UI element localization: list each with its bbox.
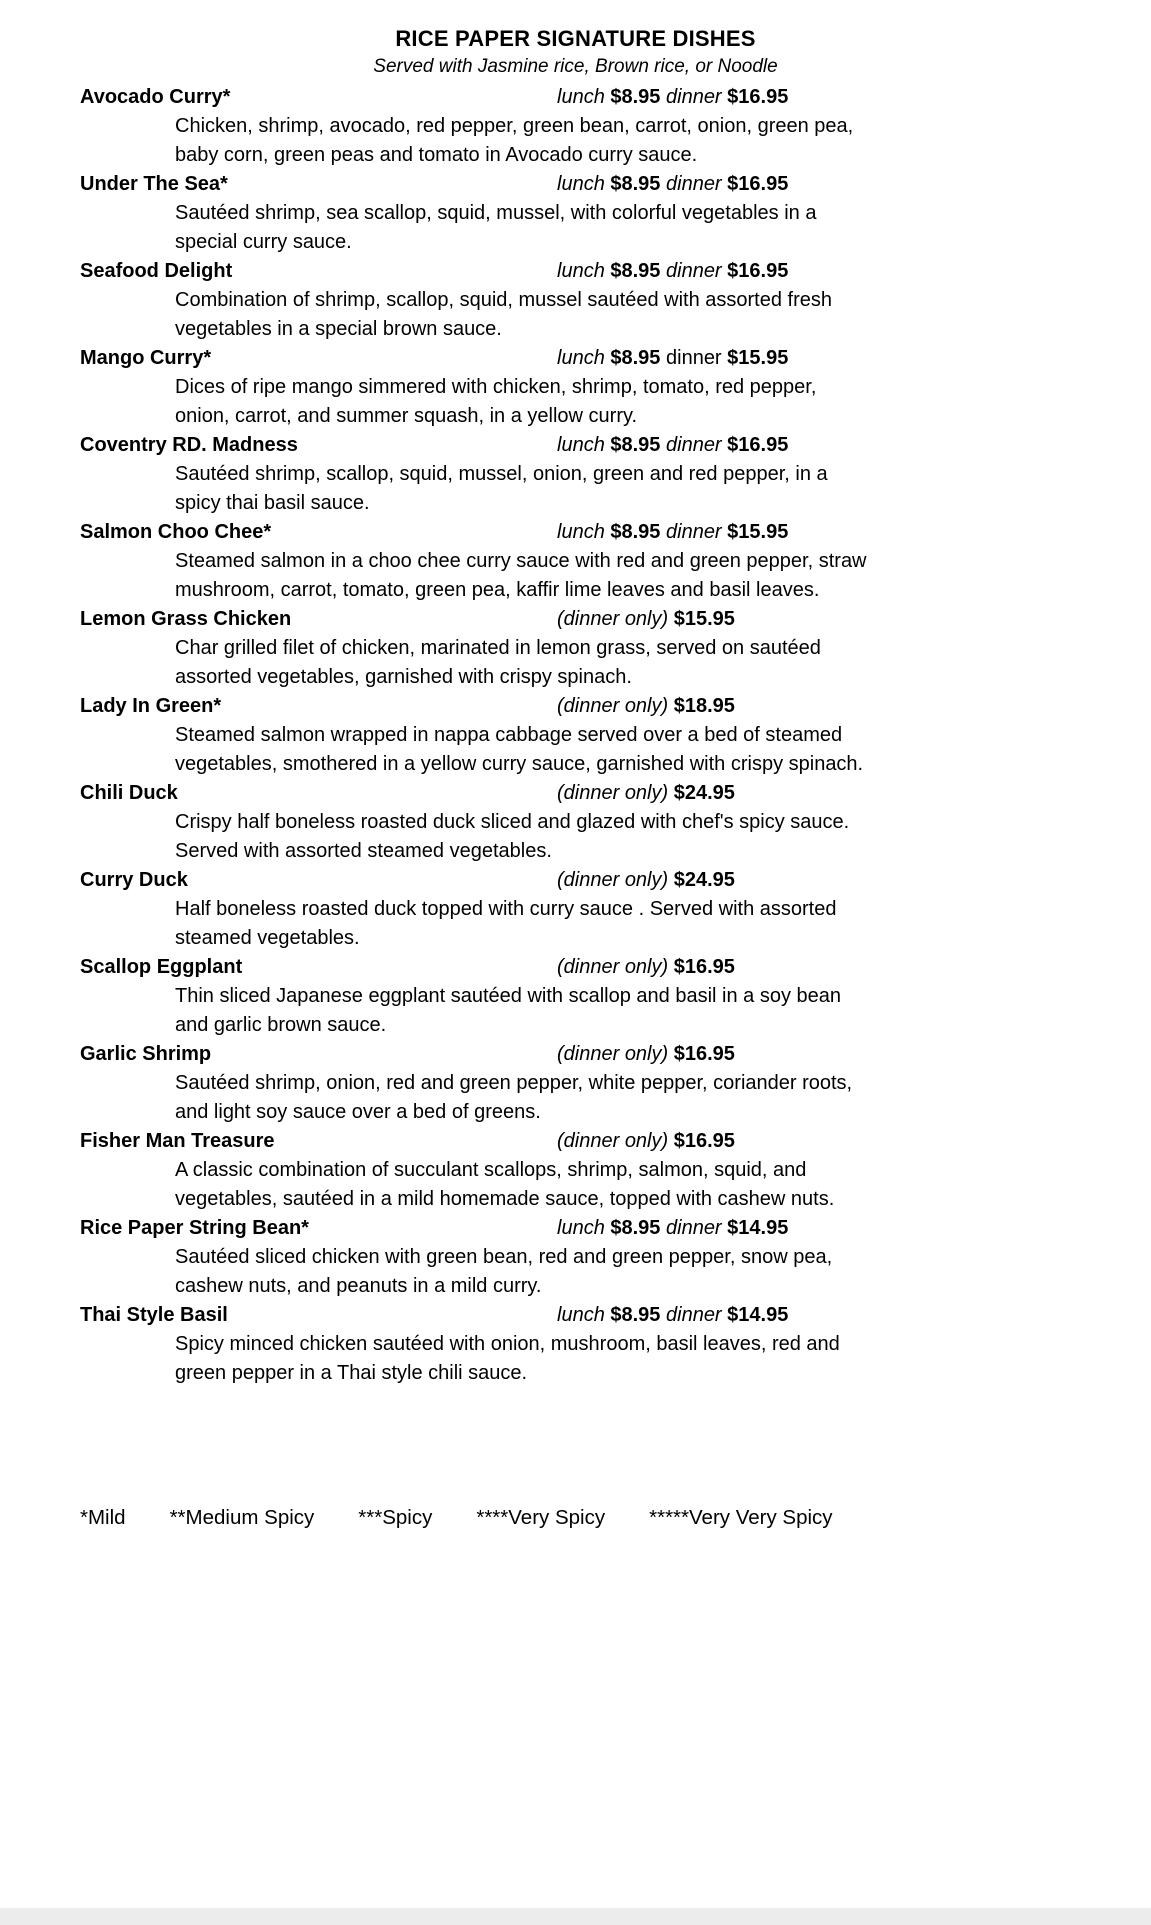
item-header [80,1214,1151,1243]
menu-item [0,692,1151,779]
item-header [80,605,1151,634]
price-label: lunch [557,260,605,282]
price-label: dinner [666,347,722,369]
menu-item [0,779,1151,866]
item-description: Sautéed sliced chicken with green bean, red and green pepper, snow pea, cashew nuts, and peanuts in a mild curry. [175,1246,833,1297]
item-header [80,344,1151,373]
price-label: lunch [557,173,605,195]
item-description: Sautéed shrimp, onion, red and green pepper, white pepper, coriander roots, and light soy sauce over a bed of greens. [175,1072,853,1123]
price-value: $16.95 [673,1043,735,1065]
menu-item [0,1127,1151,1214]
item-price [557,1127,735,1156]
item-name: Rice Paper String Bean* [80,1217,309,1239]
menu-item [0,170,1151,257]
item-price [557,605,735,634]
price-value: $8.95 [610,1217,661,1239]
menu-item [0,431,1151,518]
item-header [80,518,1151,547]
menu-item [0,344,1151,431]
item-name: Mango Curry* [80,347,212,369]
menu-item [0,866,1151,953]
item-price [557,779,735,808]
price-label: dinner [666,173,722,195]
item-header [80,692,1151,721]
menu-item [0,518,1151,605]
price-value: $8.95 [610,1304,661,1326]
price-label: lunch [557,1217,605,1239]
price-label: lunch [557,347,605,369]
item-header [80,257,1151,286]
price-value: $8.95 [610,434,661,456]
price-value: $24.95 [673,782,735,804]
spice-legend [80,1504,833,1532]
page-bottom-edge [0,1908,1151,1925]
price-label: lunch [557,434,605,456]
item-description: A classic combination of succulant scallops, shrimp, salmon, squid, and vegetables, sautéed in a mild homemade sauce, topped with cashew nuts. [175,1159,835,1210]
item-header [80,1040,1151,1069]
price-label: (dinner only) [557,695,669,717]
price-value: $15.95 [727,347,789,369]
price-value: $16.95 [727,86,789,108]
item-description: Sautéed shrimp, scallop, squid, mussel, onion, green and red pepper, in a spicy thai basil sauce. [175,463,828,514]
item-price [557,170,788,199]
legend-item: ***Spicy [358,1506,433,1529]
menu-subtitle: Served with Jasmine rice, Brown rice, or Noodle [373,56,778,77]
price-value: $8.95 [610,260,661,282]
price-label: lunch [557,521,605,543]
menu-item [0,83,1151,170]
price-label: dinner [666,86,722,108]
price-value: $16.95 [727,434,789,456]
item-header [80,83,1151,112]
item-price [557,692,735,721]
price-label: dinner [666,1304,722,1326]
item-description: Steamed salmon in a choo chee curry sauce with red and green pepper, straw mushroom, carrot, tomato, green pea, kaffir lime leaves and basil leaves. [175,550,867,601]
item-name: Under The Sea* [80,173,228,195]
item-description: Combination of shrimp, scallop, squid, mussel sautéed with assorted fresh vegetables in a special brown sauce. [175,289,832,340]
menu-item [0,953,1151,1040]
item-description: Dices of ripe mango simmered with chicken, shrimp, tomato, red pepper, onion, carrot, and summer squash, in a yellow curry. [175,376,817,427]
price-label: lunch [557,86,605,108]
price-value: $8.95 [610,86,661,108]
menu-item [0,1301,1151,1388]
item-description: Sautéed shrimp, sea scallop, squid, mussel, with colorful vegetables in a special curry sauce. [175,202,817,253]
menu-item [0,257,1151,344]
item-price [557,866,735,895]
price-value: $16.95 [727,173,789,195]
price-label: lunch [557,1304,605,1326]
item-description: Spicy minced chicken sautéed with onion, mushroom, basil leaves, red and green pepper in a Thai style chili sauce. [175,1333,840,1384]
price-value: $24.95 [673,869,735,891]
item-header [80,953,1151,982]
item-name: Coventry RD. Madness [80,434,298,456]
price-value: $8.95 [610,173,661,195]
item-name: Salmon Choo Chee* [80,521,272,543]
item-description: Crispy half boneless roasted duck sliced and glazed with chef's spicy sauce. Served with assorted steamed vegetables. [175,811,850,862]
item-price [557,431,788,460]
item-name: Scallop Eggplant [80,956,243,978]
menu-item [0,1214,1151,1301]
menu-item [0,605,1151,692]
legend-item: ****Very Spicy [476,1506,606,1529]
legend-item: *****Very Very Spicy [649,1506,833,1529]
item-header [80,779,1151,808]
price-value: $15.95 [673,608,735,630]
menu-items [0,83,1151,1388]
item-description: Half boneless roasted duck topped with curry sauce . Served with assorted steamed vegetables. [175,898,837,949]
item-price [557,518,788,547]
price-value: $8.95 [610,521,661,543]
item-price [557,257,788,286]
legend-item: *Mild [80,1506,126,1529]
price-label: (dinner only) [557,608,669,630]
price-value: $14.95 [727,1304,789,1326]
item-price [557,1040,735,1069]
item-name: Lemon Grass Chicken [80,608,292,630]
item-name: Lady In Green* [80,695,222,717]
item-price [557,953,735,982]
item-name: Curry Duck [80,869,188,891]
price-value: $18.95 [673,695,735,717]
price-label: (dinner only) [557,782,669,804]
item-description: Char grilled filet of chicken, marinated in lemon grass, served on sautéed assorted vegetables, garnished with crispy spinach. [175,637,821,688]
item-header [80,1301,1151,1330]
item-header [80,866,1151,895]
price-value: $14.95 [727,1217,789,1239]
price-value: $16.95 [727,260,789,282]
price-value: $8.95 [610,347,661,369]
item-name: Garlic Shrimp [80,1043,212,1065]
item-description: Steamed salmon wrapped in nappa cabbage served over a bed of steamed vegetables, smothered in a yellow curry sauce, garnished with crispy spinach. [175,724,864,775]
item-description: Thin sliced Japanese eggplant sautéed with scallop and basil in a soy bean and garlic brown sauce. [175,985,841,1036]
price-label: (dinner only) [557,1043,669,1065]
item-price [557,1301,788,1330]
price-label: (dinner only) [557,956,669,978]
item-name: Thai Style Basil [80,1304,228,1326]
item-name: Avocado Curry* [80,86,231,108]
menu-item [0,1040,1151,1127]
price-label: (dinner only) [557,1130,669,1152]
item-price [557,1214,788,1243]
price-label: dinner [666,1217,722,1239]
item-description: Chicken, shrimp, avocado, red pepper, green bean, carrot, onion, green pea, baby corn, green peas and tomato in Avocado curry sauce. [175,115,854,166]
item-header [80,1127,1151,1156]
item-header [80,431,1151,460]
price-value: $15.95 [727,521,789,543]
item-header [80,170,1151,199]
item-price [557,344,788,373]
price-label: dinner [666,260,722,282]
item-name: Chili Duck [80,782,178,804]
price-label: dinner [666,521,722,543]
item-name: Fisher Man Treasure [80,1130,275,1152]
item-name: Seafood Delight [80,260,233,282]
price-value: $16.95 [673,1130,735,1152]
price-label: dinner [666,434,722,456]
legend-item: **Medium Spicy [169,1506,315,1529]
menu-title: RICE PAPER SIGNATURE DISHES [395,26,756,51]
item-price [557,83,788,112]
price-label: (dinner only) [557,869,669,891]
price-value: $16.95 [673,956,735,978]
